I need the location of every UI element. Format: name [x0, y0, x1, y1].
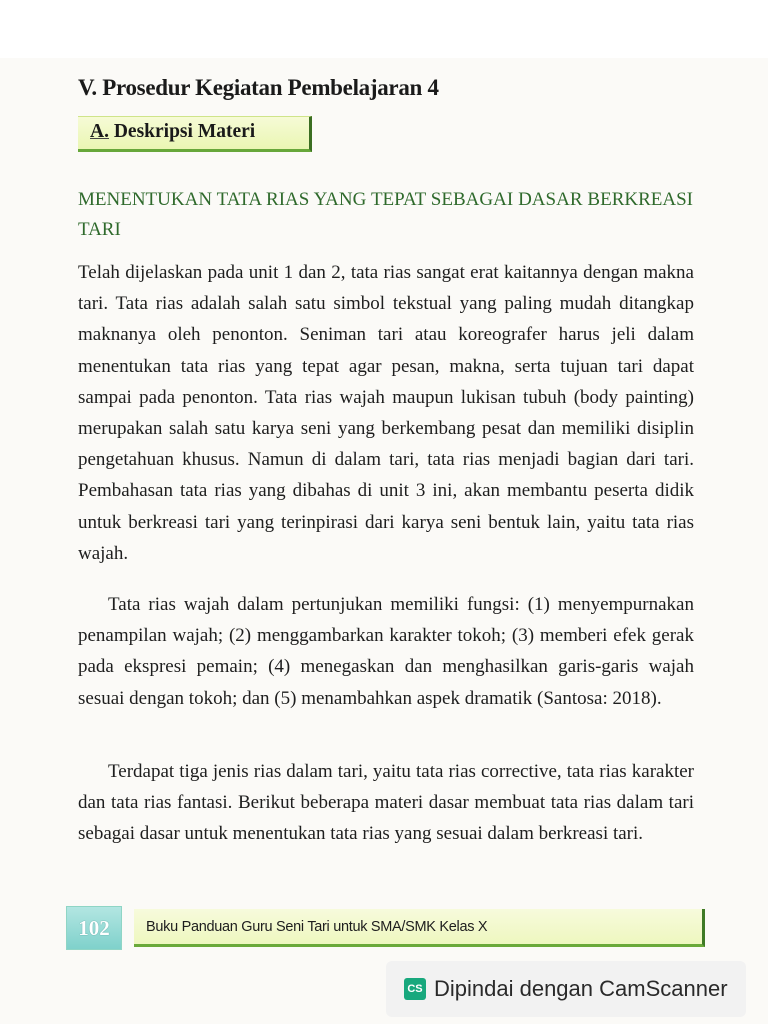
subsection-letter: A.: [90, 121, 109, 142]
paragraph-3: Terdapat tiga jenis rias dalam tari, yaitu tata rias corrective, tata rias karakter dan tata rias fantasi. Berikut beberapa materi dasar membuat tata rias dalam tari sebagai dasar untuk menentukan tata rias yang sesuai dalam berkreasi tari.: [78, 761, 694, 845]
paragraph-2: Tata rias wajah dalam pertunjukan memiliki fungsi: (1) menyempurnakan penampilan wajah; (2) menggambarkan karakter tokoh; (3) memberi efek gerak pada ekspresi pemain; (4) menegaskan dan menghasilkan garis-garis wajah sesuai dengan tokoh; dan (5) menambahkan aspek dramatik (Santosa: 2018).: [78, 594, 694, 709]
page-number: 102: [66, 906, 122, 950]
topic-heading: MENENTUKAN TATA RIAS YANG TEPAT SEBAGAI DASAR BERKREASI TARI: [78, 189, 693, 240]
paragraph-1: Telah dijelaskan pada unit 1 dan 2, tata rias sangat erat kaitannya dengan makna tari. Tata rias adalah salah satu simbol tekstual yang paling mudah ditangkap maknanya oleh penonton. Seniman tari atau koreografer harus jeli dalam menentukan tata rias yang tepat agar pesan, makna, serta tujuan tari dapat sampai pada penonton. Tata rias wajah maupun lukisan tubuh (body painting) merupakan salah satu karya seni yang berkembang pesat dan memiliki disiplin pengetahuan khusus. Namun di dalam tari, tata rias menjadi bagian dari tari. Pembahasan tata rias yang dibahas di unit 3 ini, akan membantu peserta didik untuk berkreasi tari yang terinpirasi dari karya seni bentuk lain, yaitu tata rias wajah.: [78, 262, 694, 564]
subsection-label: Deskripsi Materi: [113, 121, 256, 142]
camscanner-watermark: [386, 961, 746, 1017]
section-title: V. Prosedur Kegiatan Pembelajaran 4: [78, 75, 439, 100]
camscanner-logo-icon: CS: [404, 978, 426, 1000]
subsection-label-box: [78, 116, 312, 152]
footer-book-title: Buku Panduan Guru Seni Tari untuk SMA/SMK Kelas X: [134, 909, 705, 947]
watermark-text: Dipindai dengan CamScanner: [434, 976, 728, 1001]
